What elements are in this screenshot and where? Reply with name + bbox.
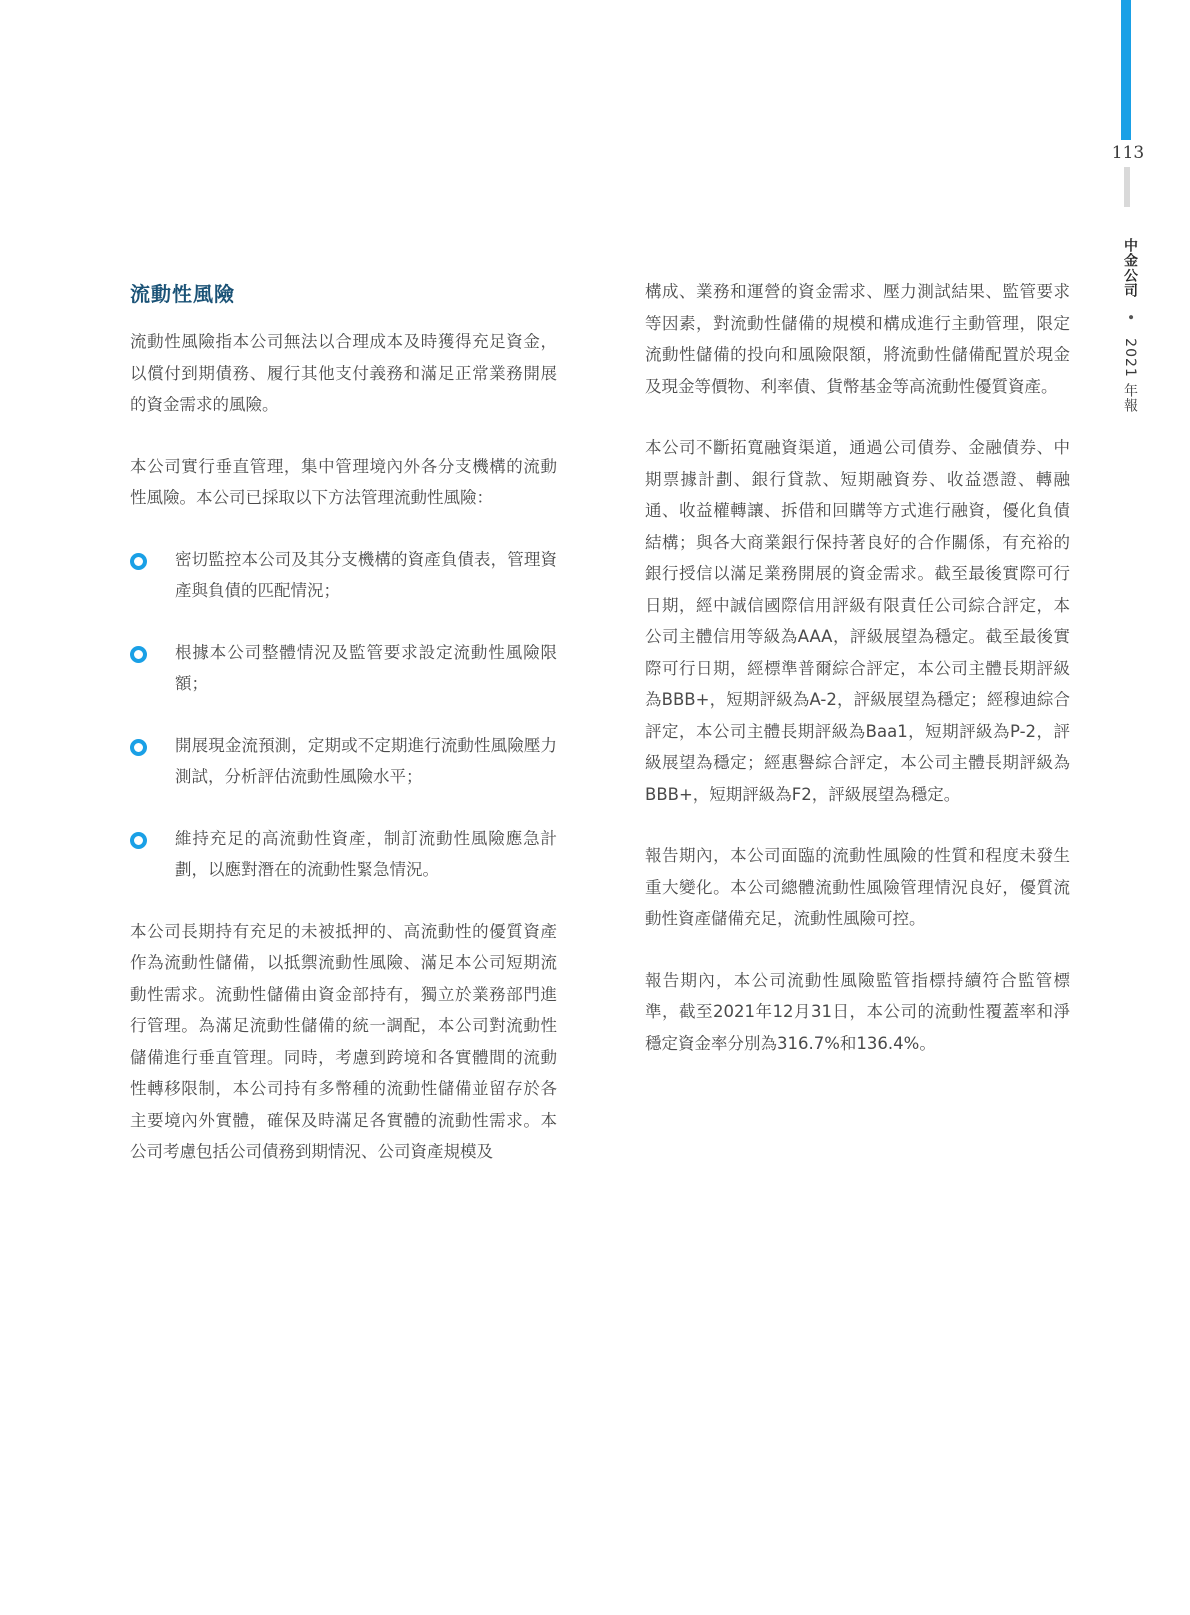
- accent-bar: [1121, 0, 1131, 140]
- report-year: 2021 年報: [1122, 338, 1138, 414]
- financing-paragraph: 本公司不斷拓寬融資渠道，通過公司債券、金融債券、中期票據計劃、銀行貸款、短期融資券、收益憑證、轉融通、收益權轉讓、拆借和回購等方式進行融資，優化負債結構；與各大商業銀行保持著良好的合作關係，有充裕的銀行授信以滿足業務開展的資金需求。截至最後實際可行日期，經中誠信國際信用評級有限責任公司綜合評定，本公司主體信用等級為AAA，評級展望為穩定。截至最後實際可行日期，經標準普爾綜合評定，本公司主體長期評級為BBB+，短期評級為A-2，評級展望為穩定；經穆迪綜合評定，本公司主體長期評級為Baa1，短期評級為P-2，評級展望為穩定；經惠譽綜合評定，本公司主體長期評級為BBB+，短期評級為F2，評級展望為穩定。: [645, 438, 1070, 804]
- divider-bar: [1124, 167, 1130, 207]
- method-list: [130, 544, 557, 886]
- separator-dot: •: [1122, 313, 1138, 323]
- list-item: [130, 730, 557, 793]
- bullet-circle-icon: [130, 832, 147, 849]
- bullet-circle-icon: [130, 553, 147, 570]
- left-column: [130, 278, 557, 1198]
- list-item-text: 開展現金流預測，定期或不定期進行流動性風險壓力測試，分析評估流動性風險水平；: [175, 735, 557, 786]
- bullet-circle-icon: [130, 739, 147, 756]
- page-number: 113: [1111, 143, 1145, 163]
- intro-paragraph: 流動性風險指本公司無法以合理成本及時獲得充足資金，以償付到期債務、履行其他支付義務和滿足正常業務開展的資金需求的風險。: [130, 332, 557, 414]
- list-item: [130, 544, 557, 607]
- reserve-paragraph: 本公司長期持有充足的未被抵押的、高流動性的優質資產作為流動性儲備，以抵禦流動性風險、滿足本公司短期流動性需求。流動性儲備由資金部持有，獨立於業務部門進行管理。為滿足流動性儲備的統一調配，本公司對流動性儲備進行垂直管理。同時，考慮到跨境和各實體間的流動性轉移限制，本公司持有多幣種的流動性儲備並留存於各主要境內外實體，確保及時滿足各實體的流動性需求。本公司考慮包括公司債務到期情況、公司資產規模及: [130, 921, 557, 1161]
- list-item: [130, 637, 557, 700]
- report-label: [1116, 238, 1140, 413]
- company-name: 中金公司: [1122, 238, 1138, 298]
- list-item-text: 密切監控本公司及其分支機構的資產負債表，管理資產與負債的匹配情況；: [175, 549, 557, 600]
- indicator-paragraph: 報告期內，本公司流動性風險監管指標持續符合監管標準，截至2021年12月31日，本公司的流動性覆蓋率和淨穩定資金率分別為316.7%和136.4%。: [645, 970, 1070, 1053]
- list-item-text: 根據本公司整體情況及監管要求設定流動性風險限額；: [175, 642, 557, 693]
- method-paragraph: 本公司實行垂直管理，集中管理境內外各分支機構的流動性風險。本公司已採取以下方法管理流動性風險：: [130, 456, 557, 507]
- reserve-continued-paragraph: 構成、業務和運營的資金需求、壓力測試結果、監管要求等因素，對流動性儲備的規模和構成進行主動管理，限定流動性儲備的投向和風險限額，將流動性儲備配置於現金及現金等價物、利率債、貨幣基金等高流動性優質資產。: [645, 282, 1070, 396]
- section-title: 流動性風險: [130, 282, 235, 306]
- bullet-circle-icon: [130, 646, 147, 663]
- right-column: [645, 276, 1070, 1089]
- list-item: [130, 823, 557, 886]
- risk-status-paragraph: 報告期內，本公司面臨的流動性風險的性質和程度未發生重大變化。本公司總體流動性風險管理情況良好，優質流動性資產儲備充足，流動性風險可控。: [645, 846, 1070, 928]
- list-item-text: 維持充足的高流動性資產，制訂流動性風險應急計劃，以應對潛在的流動性緊急情況。: [175, 828, 557, 879]
